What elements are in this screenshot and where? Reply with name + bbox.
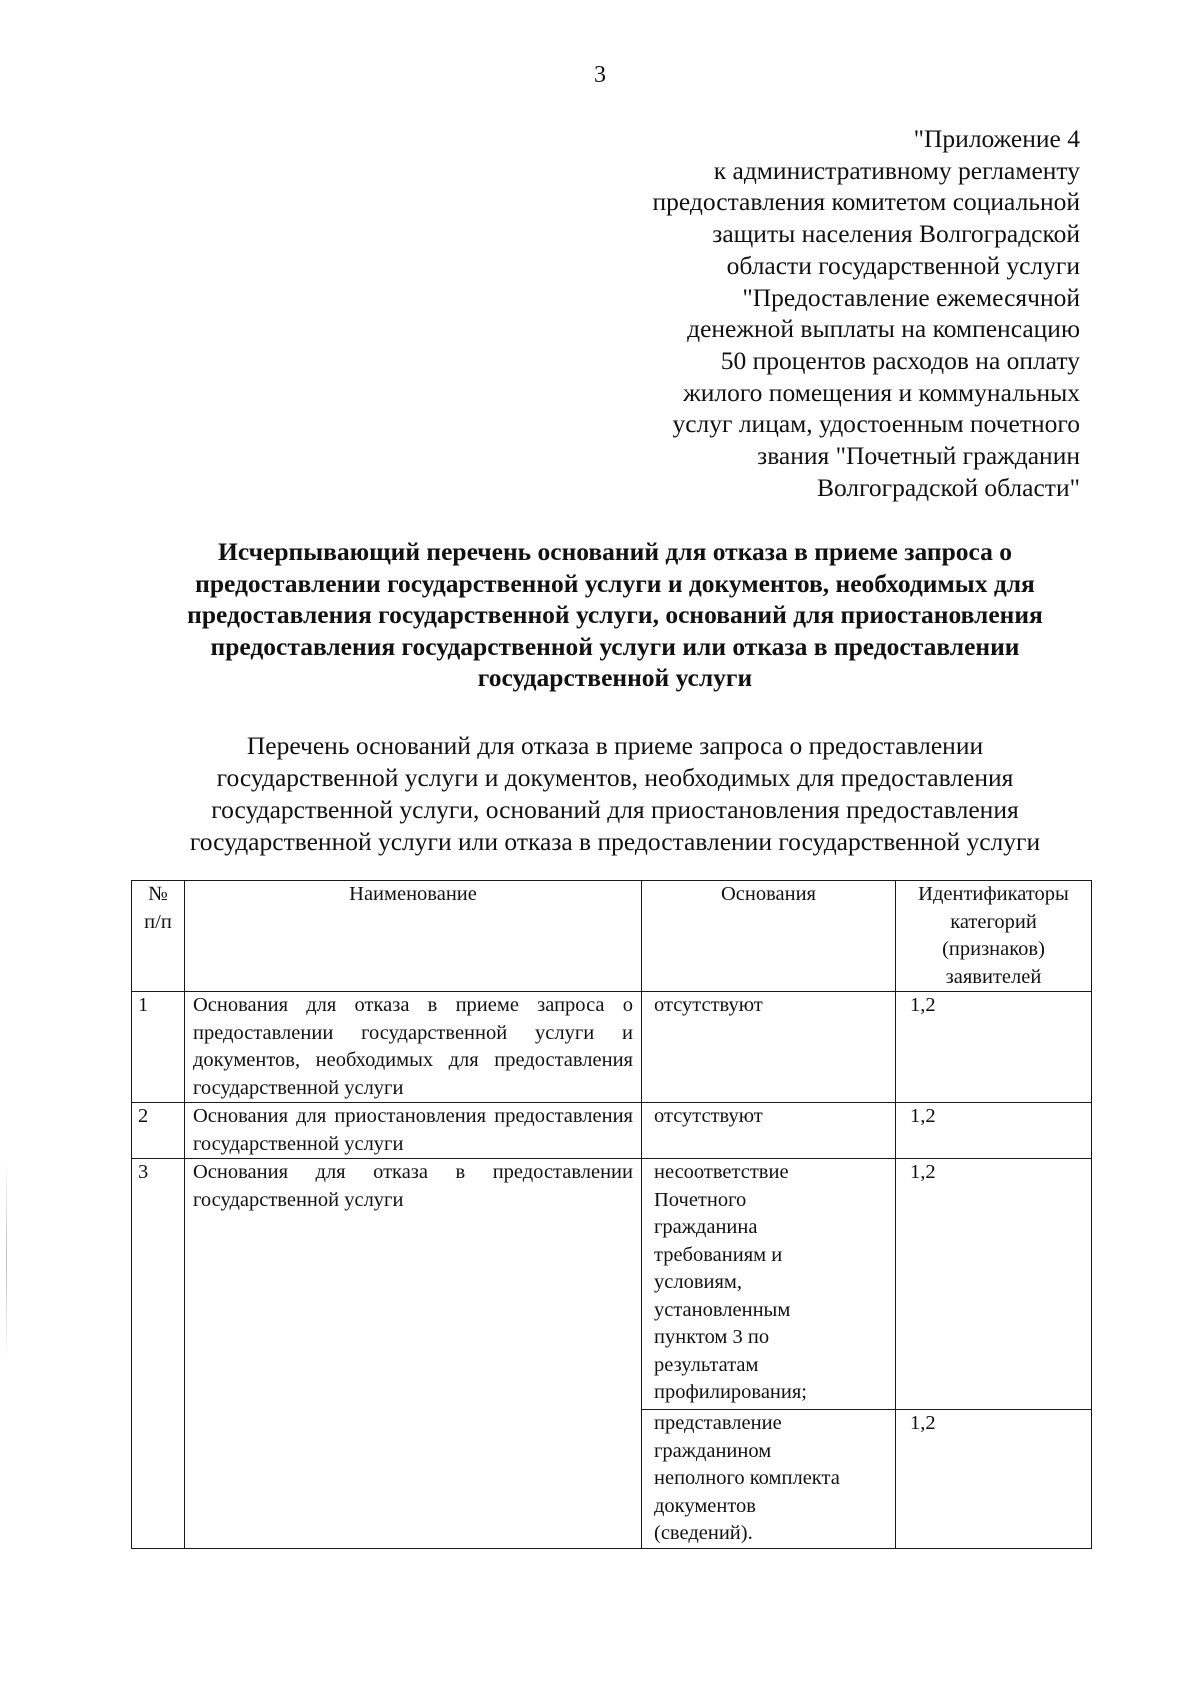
title-line: предоставления государственной услуги, оснований для приостановления — [187, 600, 1043, 629]
row-basis: отсутствуют — [642, 992, 896, 1103]
list-subtitle — [115, 730, 1115, 858]
title-line: предоставлении государственной услуги и документов, необходимых для — [195, 568, 1035, 598]
table-header-row — [132, 881, 1092, 992]
header-num-symbol: № — [148, 883, 168, 905]
subtitle-line: государственной услуги и документов, необходимых для предоставления — [216, 763, 1014, 792]
row-basis — [642, 1410, 896, 1549]
row-identifiers: 1,2 — [896, 1159, 1092, 1410]
basis-line: пунктом 3 по — [654, 1326, 770, 1348]
basis-line: Почетного — [654, 1188, 747, 1211]
header-identifiers — [896, 881, 1092, 992]
row-name: Основания для отказа в предоставлении государственной услуги — [185, 1159, 642, 1549]
appendix-line: "Приложение 4 — [913, 124, 1080, 153]
row-basis: отсутствуют — [642, 1103, 896, 1159]
header-name: Наименование — [185, 881, 642, 992]
basis-line: требованиям и — [654, 1243, 783, 1266]
basis-line: профилирования; — [654, 1381, 807, 1403]
appendix-line: жилого помещения и коммунальных — [683, 377, 1080, 407]
appendix-block — [540, 123, 1080, 503]
row-identifiers: 1,2 — [896, 1410, 1092, 1549]
appendix-line: денежной выплаты на компенсацию — [687, 314, 1080, 344]
subtitle-line: государственной услуги или отказа в предоставлении государственной услуги — [189, 827, 1041, 856]
header-num — [132, 881, 185, 992]
title-line: Исчерпывающий перечень оснований для отказа в приеме запроса о — [217, 537, 1013, 566]
basis-line: гражданином — [654, 1439, 772, 1462]
subtitle-line: Перечень оснований для отказа в приеме запроса о предоставлении — [246, 731, 984, 760]
appendix-line: услуг лицам, удостоенным почетного — [672, 409, 1080, 439]
row-number: 3 — [132, 1159, 185, 1549]
row-number: 2 — [132, 1103, 185, 1159]
header-basis: Основания — [642, 881, 896, 992]
basis-line: неполного комплекта — [654, 1467, 840, 1489]
header-ident-line: заявителей — [945, 965, 1042, 988]
title-line: предоставления государственной услуги или отказа в предоставлении — [210, 631, 1020, 661]
header-ident-line: Идентификаторы — [918, 883, 1069, 905]
basis-line: условиям, — [654, 1271, 743, 1293]
basis-line: несоответствие — [654, 1161, 789, 1183]
header-ident-line: (признаков) — [942, 938, 1045, 960]
row-identifiers: 1,2 — [896, 1103, 1092, 1159]
appendix-line: предоставления комитетом социальной — [652, 187, 1080, 217]
row-name: Основания для приостановления предоставления государственной услуги — [185, 1103, 642, 1159]
basis-line: документов — [654, 1494, 756, 1517]
subtitle-line: государственной услуги, оснований для приостановления предоставления — [211, 795, 1019, 824]
document-title — [115, 536, 1115, 694]
basis-line: (сведений). — [654, 1522, 753, 1544]
appendix-line: Волгоградской области" — [816, 472, 1080, 502]
appendix-line: 50 процентов расходов на оплату — [720, 345, 1080, 375]
appendix-line: защиты населения Волгоградской — [712, 219, 1080, 249]
header-num-abbr: п/п — [144, 910, 172, 933]
row-name: Основания для отказа в приеме запроса о предоставлении государственной услуги и документов, необходимых для предоставления государственной услуги — [185, 992, 642, 1103]
appendix-line: к административному регламенту — [713, 155, 1080, 185]
title-line: государственной услуги — [477, 663, 753, 692]
basis-line: гражданина — [654, 1216, 758, 1238]
appendix-line: "Предоставление ежемесячной — [742, 282, 1080, 312]
row-basis — [642, 1159, 896, 1410]
header-ident-line: категорий — [950, 910, 1037, 933]
page-number: 3 — [594, 62, 606, 88]
grounds-table — [131, 880, 1092, 1549]
table-row — [132, 1159, 1092, 1410]
appendix-line: звания "Почетный гражданин — [757, 441, 1080, 471]
basis-line: результатам — [654, 1353, 759, 1376]
table-row — [132, 1103, 1092, 1159]
basis-line: установленным — [654, 1298, 791, 1321]
row-identifiers: 1,2 — [896, 992, 1092, 1103]
row-number: 1 — [132, 992, 185, 1103]
scan-margin-mark — [6, 1160, 7, 1360]
appendix-line: области государственной услуги — [726, 250, 1080, 280]
basis-line: представление — [654, 1412, 782, 1434]
table-row — [132, 992, 1092, 1103]
